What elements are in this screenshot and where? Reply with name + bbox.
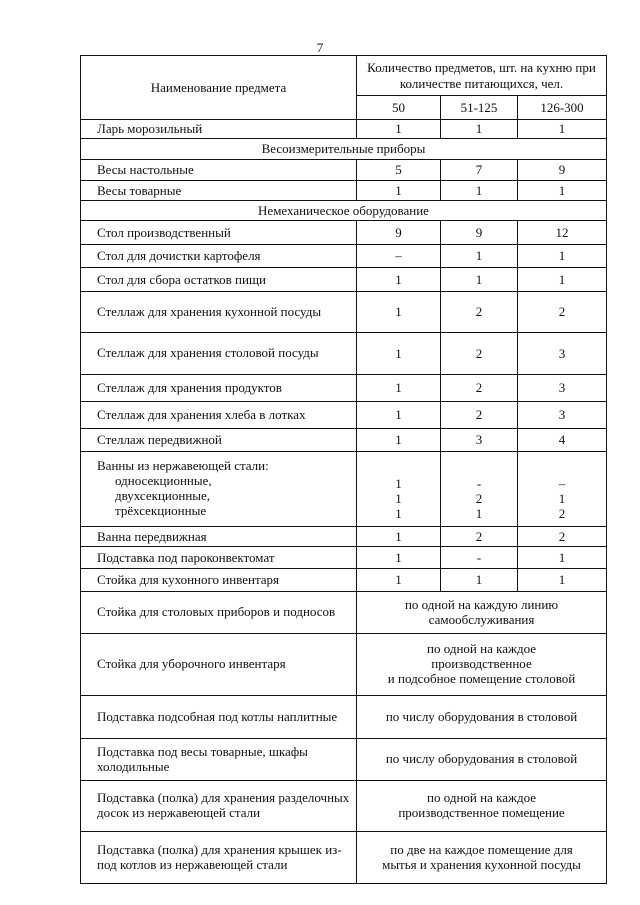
item-name: Стойка для уборочного инвентаря: [81, 634, 357, 696]
note-line: самообслуживания: [428, 611, 535, 627]
item-name: Подставка (полка) для хранения разделочных досок из нержавеющей стали: [81, 781, 357, 832]
qty-51-125: 1: [441, 268, 518, 292]
table-row: [81, 739, 607, 781]
qty-50: –: [357, 245, 441, 268]
page-number: 7: [316, 40, 324, 55]
item-name: Стойка для столовых приборов и подносов: [81, 592, 357, 634]
table-row: [81, 452, 607, 527]
qty-126-300: 4: [518, 429, 607, 452]
table-row: [81, 781, 607, 832]
qty-126-300: 1: [518, 268, 607, 292]
qty-51-125: 2: [441, 292, 518, 333]
item-name: Стеллаж для хранения хлеба в лотках: [81, 402, 357, 429]
table-row: [81, 402, 607, 429]
table-row: [81, 547, 607, 569]
qty-value: 1: [395, 476, 402, 492]
item-name: Подставка под пароконвектомат: [81, 547, 357, 569]
qty-126-300: 1: [518, 245, 607, 268]
qty-126-300: 1: [518, 120, 607, 139]
qty-51-125: 2: [441, 402, 518, 429]
item-name: Стеллаж передвижной: [81, 429, 357, 452]
qty-51-125: 1: [441, 181, 518, 201]
section-row: [81, 201, 607, 221]
table-row: [81, 221, 607, 245]
item-name: Стеллаж для хранения продуктов: [81, 375, 357, 402]
qty-51-125: 1: [441, 245, 518, 268]
qty-value: -: [476, 476, 482, 492]
note-line: мытья и хранения кухонной посуды: [382, 856, 581, 872]
header-quantity: Количество предметов, шт. на кухню при количестве питающихся, чел.: [357, 56, 607, 96]
note-line: по числу оборудования в столовой: [385, 708, 578, 724]
qty-value: –: [558, 476, 566, 492]
table-row: [81, 569, 607, 592]
qty-51-125: -: [441, 547, 518, 569]
qty-50: 9: [357, 221, 441, 245]
note-line: производственное: [431, 656, 532, 672]
qty-value: 1: [395, 491, 402, 507]
item-name: Стол для дочистки картофеля: [81, 245, 357, 268]
qty-51-125: 3: [441, 429, 518, 452]
item-name: Весы товарные: [81, 181, 357, 201]
item-name: Ванны из нержавеющей стали:: [97, 458, 269, 474]
header-group-3: 126-300: [518, 96, 607, 120]
table-row: [81, 832, 607, 884]
qty-126-300: 9: [518, 160, 607, 181]
qty-value: 2: [475, 491, 483, 507]
item-subname: двухсекционные,: [115, 488, 211, 503]
qty-value: 1: [395, 506, 402, 522]
qty-51-125: 9: [441, 221, 518, 245]
qty-50: 1: [357, 527, 441, 547]
qty-126-300: 3: [518, 333, 607, 375]
quantity-note: [357, 592, 607, 634]
equipment-table: [80, 55, 607, 884]
qty-50: 1: [357, 429, 441, 452]
quantity-note: [357, 634, 607, 696]
qty-value: 1: [475, 506, 483, 522]
qty-50: 1: [357, 120, 441, 139]
item-name: Стол для сбора остатков пищи: [81, 268, 357, 292]
quantity-note: [357, 696, 607, 739]
item-subname: односекционные,: [115, 473, 212, 489]
table-row: [81, 268, 607, 292]
qty-126-300: 3: [518, 375, 607, 402]
note-line: производственное помещение: [398, 805, 565, 820]
table-row: [81, 245, 607, 268]
qty-126-300: 1: [518, 547, 607, 569]
item-name: Стол производственный: [81, 221, 357, 245]
note-line: по одной на каждое: [427, 641, 537, 657]
item-name: Подставка подсобная под котлы наплитные: [81, 696, 357, 739]
qty-126-300: 2: [518, 527, 607, 547]
item-name: Стеллаж для хранения столовой посуды: [81, 333, 357, 375]
qty-51-125: 1: [441, 120, 518, 139]
item-name: Весы настольные: [81, 160, 357, 181]
qty-51-125: 1: [441, 569, 518, 592]
qty-50: 1: [357, 292, 441, 333]
table-row: [81, 592, 607, 634]
table-row: [81, 634, 607, 696]
qty-126-300: 1: [518, 181, 607, 201]
table-row: [81, 375, 607, 402]
quantity-note: [357, 739, 607, 781]
note-line: по числу оборудования в столовой: [385, 751, 578, 767]
table-row: [81, 429, 607, 452]
qty-50: [357, 452, 441, 527]
qty-51-125: [441, 452, 518, 527]
item-name: Стеллаж для хранения кухонной посуды: [81, 292, 357, 333]
table-header-row: [81, 56, 607, 96]
table-row: [81, 120, 607, 139]
item-name: Подставка под весы товарные, шкафы холодильные: [81, 739, 357, 781]
qty-50: 1: [357, 181, 441, 201]
table-row: [81, 527, 607, 547]
section-title: Немеханическое оборудование: [81, 201, 607, 221]
qty-50: 5: [357, 160, 441, 181]
qty-50: 1: [357, 333, 441, 375]
item-name: Ванна передвижная: [81, 527, 357, 547]
qty-126-300: [518, 452, 607, 527]
table-row: [81, 696, 607, 739]
item-name: Стойка для кухонного инвентаря: [81, 569, 357, 592]
item-name: Подставка (полка) для хранения крышек из-под котлов из нержавеющей стали: [81, 832, 357, 884]
qty-51-125: 2: [441, 333, 518, 375]
qty-51-125: 2: [441, 375, 518, 402]
qty-value: 1: [558, 491, 566, 507]
section-title: Весоизмерительные приборы: [81, 139, 607, 160]
qty-value: 2: [558, 506, 566, 522]
header-group-1: 50: [357, 96, 441, 120]
qty-50: 1: [357, 547, 441, 569]
header-name: Наименование предмета: [81, 56, 357, 120]
note-line: и подсобное помещение столовой: [387, 670, 576, 686]
qty-126-300: 3: [518, 402, 607, 429]
table-row: [81, 160, 607, 181]
header-group-2: 51-125: [441, 96, 518, 120]
quantity-note: [357, 781, 607, 832]
table-row: [81, 292, 607, 333]
qty-50: 1: [357, 268, 441, 292]
qty-126-300: 12: [518, 221, 607, 245]
qty-126-300: 2: [518, 292, 607, 333]
qty-51-125: 2: [441, 527, 518, 547]
note-line: по две на каждое помещение для: [390, 841, 573, 857]
section-row: [81, 139, 607, 160]
quantity-note: [357, 832, 607, 884]
note-line: по одной на каждое: [427, 790, 537, 806]
qty-126-300: 1: [518, 569, 607, 592]
qty-50: 1: [357, 569, 441, 592]
note-line: по одной на каждую линию: [404, 596, 559, 612]
qty-50: 1: [357, 402, 441, 429]
table-row: [81, 333, 607, 375]
table-row: [81, 181, 607, 201]
qty-51-125: 7: [441, 160, 518, 181]
item-subname: трёхсекционные: [115, 502, 207, 518]
qty-50: 1: [357, 375, 441, 402]
item-name-group: [81, 452, 357, 527]
item-name: Ларь морозильный: [81, 120, 357, 139]
